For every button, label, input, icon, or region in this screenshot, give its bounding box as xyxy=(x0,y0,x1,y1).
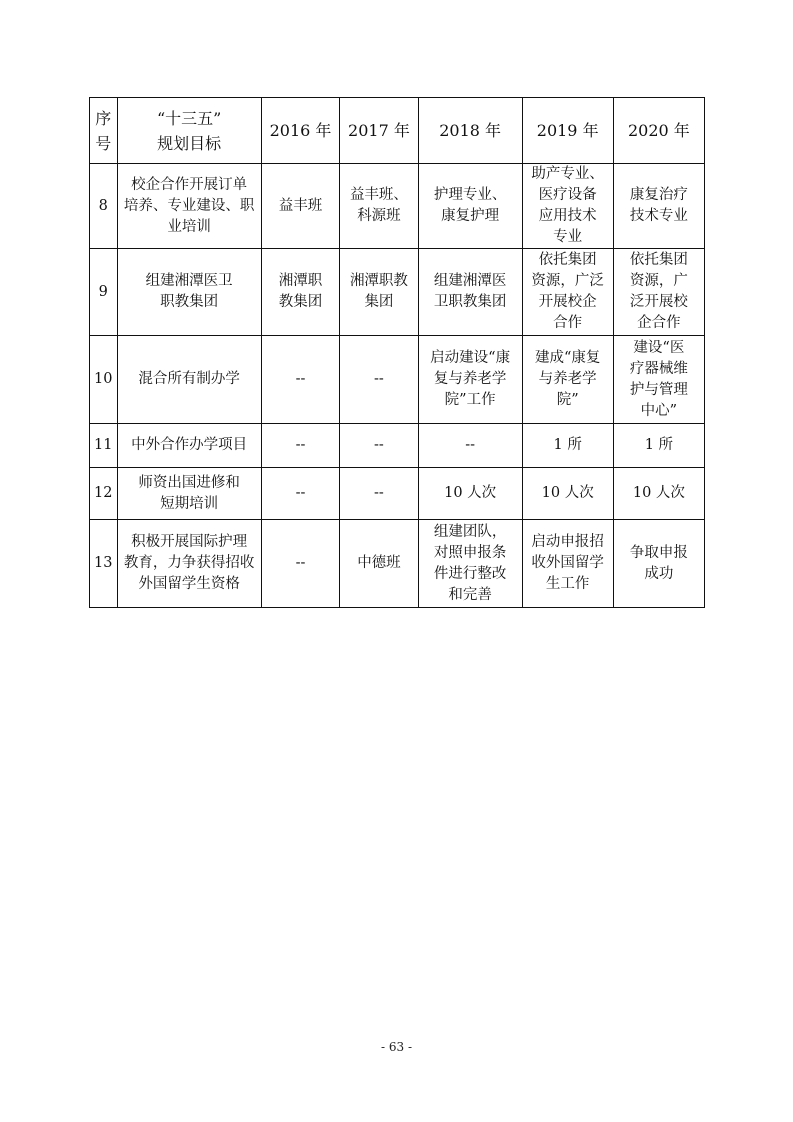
cell-2019: 建成“康复 与养老学 院” xyxy=(522,336,613,424)
table-row xyxy=(90,468,705,520)
cell-no: 13 xyxy=(90,520,118,608)
cell-2020: 依托集团 资源，广 泛开展校 企合作 xyxy=(613,249,704,336)
header-cell-2016: 2016 年 xyxy=(261,98,339,164)
cell-2020: 争取申报 成功 xyxy=(613,520,704,608)
cell-2020: 1 所 xyxy=(613,424,704,468)
cell-2019: 1 所 xyxy=(522,424,613,468)
table-row xyxy=(90,164,705,249)
cell-no: 12 xyxy=(90,468,118,520)
cell-no: 10 xyxy=(90,336,118,424)
cell-2016: -- xyxy=(261,520,339,608)
header-cell-2019: 2019 年 xyxy=(522,98,613,164)
cell-2020: 10 人次 xyxy=(613,468,704,520)
cell-2018: 组建湘潭医 卫职教集团 xyxy=(418,249,522,336)
header-cell-2020: 2020 年 xyxy=(613,98,704,164)
cell-2016: 湘潭职 教集团 xyxy=(261,249,339,336)
cell-2018: 组建团队， 对照申报条 件进行整改 和完善 xyxy=(418,520,522,608)
plan-table xyxy=(89,97,705,608)
table-row xyxy=(90,336,705,424)
table-row xyxy=(90,424,705,468)
cell-2017: 湘潭职教 集团 xyxy=(340,249,418,336)
cell-goal: 组建湘潭医卫 职教集团 xyxy=(117,249,261,336)
cell-2016: -- xyxy=(261,468,339,520)
header-cell-goal: “十三五” 规划目标 xyxy=(117,98,261,164)
cell-2019: 助产专业、 医疗设备 应用技术 专业 xyxy=(522,164,613,249)
header-cell-no: 序 号 xyxy=(90,98,118,164)
cell-2019: 依托集团 资源，广泛 开展校企 合作 xyxy=(522,249,613,336)
cell-no: 11 xyxy=(90,424,118,468)
cell-no: 9 xyxy=(90,249,118,336)
header-cell-2017: 2017 年 xyxy=(340,98,418,164)
table-header-row xyxy=(90,98,705,164)
cell-2017: -- xyxy=(340,468,418,520)
cell-2020: 康复治疗 技术专业 xyxy=(613,164,704,249)
cell-2017: 中德班 xyxy=(340,520,418,608)
cell-2017: -- xyxy=(340,424,418,468)
cell-goal: 积极开展国际护理 教育，力争获得招收 外国留学生资格 xyxy=(117,520,261,608)
cell-2016: -- xyxy=(261,336,339,424)
cell-goal: 校企合作开展订单 培养、专业建设、职 业培训 xyxy=(117,164,261,249)
table-row xyxy=(90,520,705,608)
table-row xyxy=(90,249,705,336)
cell-2018: 护理专业、 康复护理 xyxy=(418,164,522,249)
header-cell-2018: 2018 年 xyxy=(418,98,522,164)
cell-2016: -- xyxy=(261,424,339,468)
page-number: - 63 - xyxy=(380,1040,412,1054)
cell-2017: -- xyxy=(340,336,418,424)
cell-2017: 益丰班、 科源班 xyxy=(340,164,418,249)
cell-no: 8 xyxy=(90,164,118,249)
cell-2016: 益丰班 xyxy=(261,164,339,249)
cell-2020: 建设“医 疗器械维 护与管理 中心” xyxy=(613,336,704,424)
cell-2018: 启动建设“康 复与养老学 院”工作 xyxy=(418,336,522,424)
cell-2018: 10 人次 xyxy=(418,468,522,520)
cell-goal: 混合所有制办学 xyxy=(117,336,261,424)
cell-2019: 启动申报招 收外国留学 生工作 xyxy=(522,520,613,608)
cell-2018: -- xyxy=(418,424,522,468)
cell-goal: 师资出国进修和 短期培训 xyxy=(117,468,261,520)
cell-2019: 10 人次 xyxy=(522,468,613,520)
cell-goal: 中外合作办学项目 xyxy=(117,424,261,468)
